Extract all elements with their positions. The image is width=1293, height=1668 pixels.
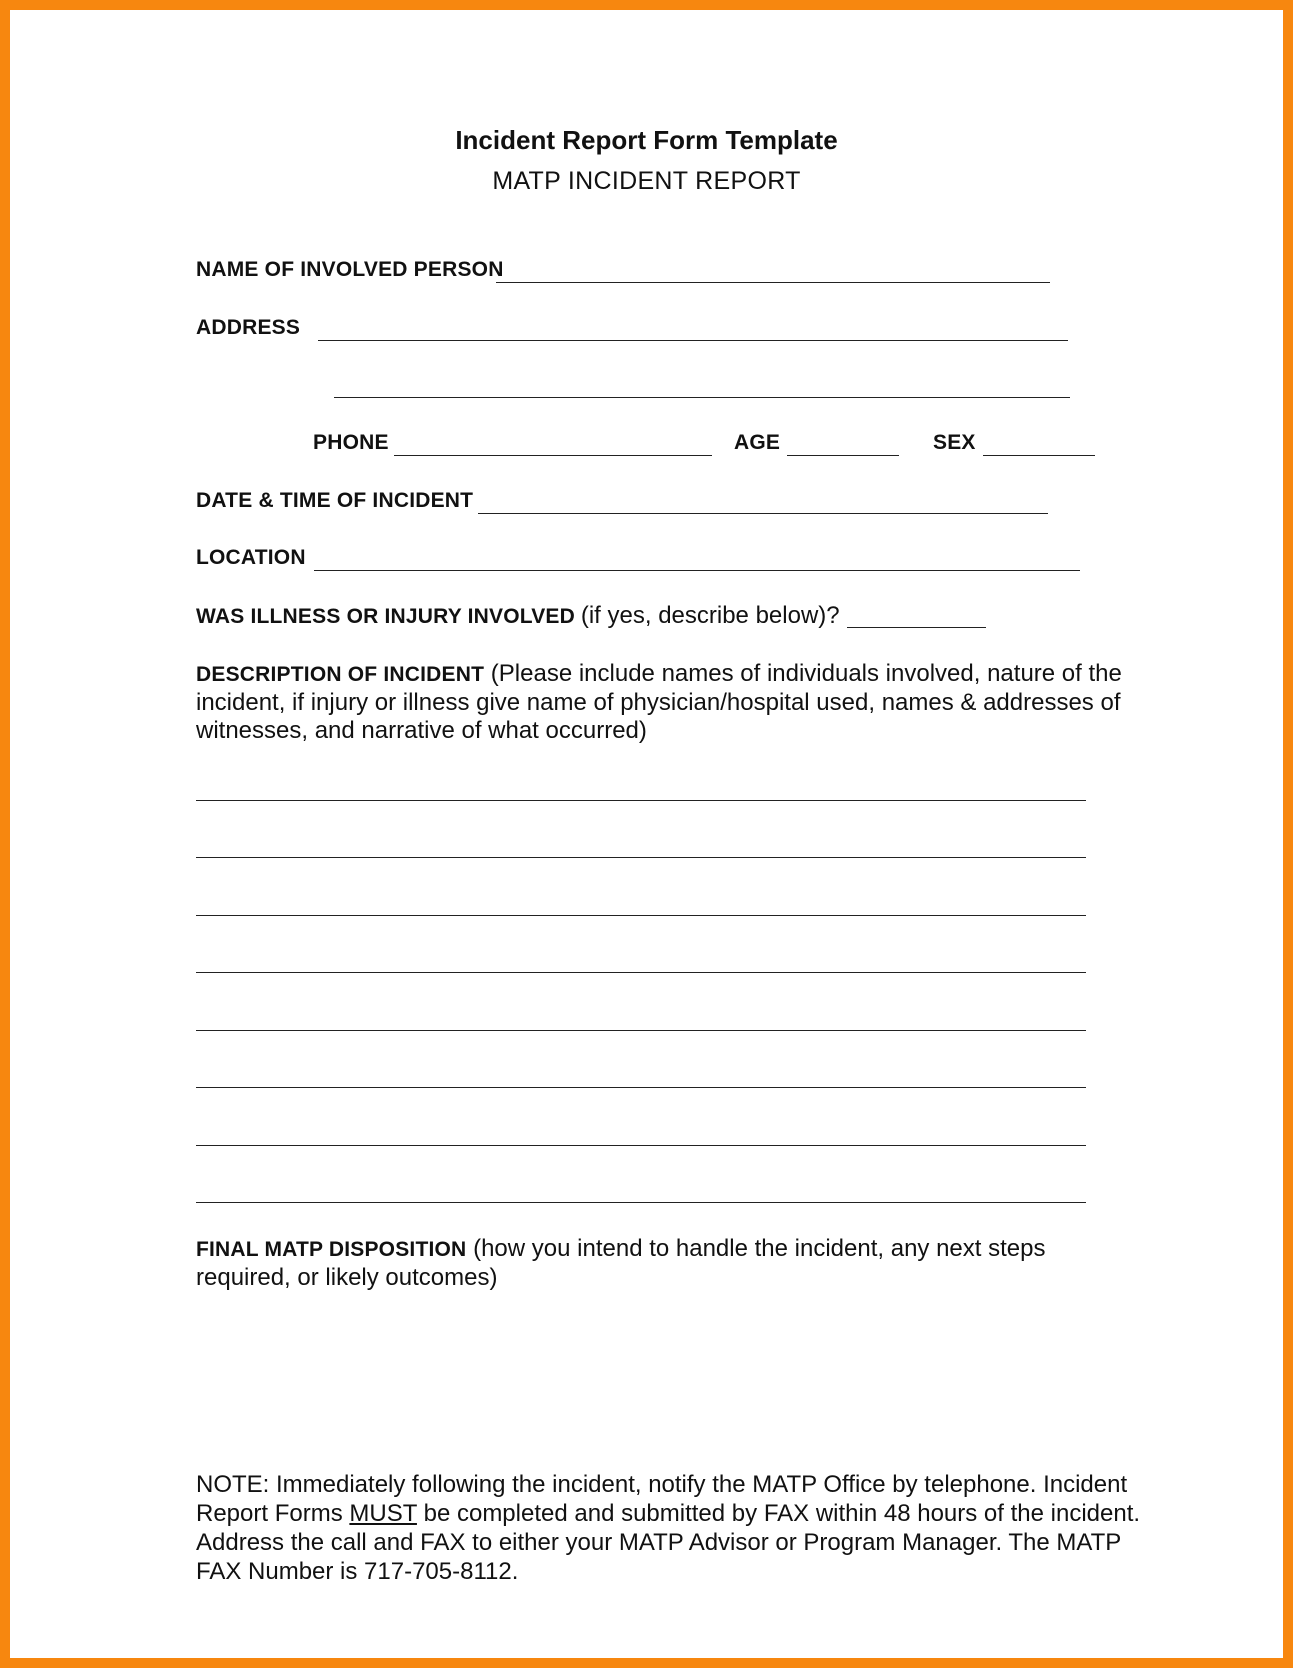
location-field-label: LOCATION: [196, 546, 306, 569]
sex-field-label: SEX: [933, 431, 976, 454]
address-input-line-1[interactable]: [318, 340, 1068, 341]
description-line-7[interactable]: [196, 1145, 1086, 1146]
description-line-1[interactable]: [196, 800, 1086, 801]
document-title: Incident Report Form Template: [455, 125, 838, 155]
illness-question: WAS ILLNESS OR INJURY INVOLVED (if yes, describe below)?: [196, 602, 840, 629]
age-input-line[interactable]: [787, 455, 899, 456]
description-line-3[interactable]: [196, 915, 1086, 916]
submission-note: NOTE: Immediately following the incident, notify the MATP Office by telephone. Incident Report Forms MUST be completed and submitted by FAX within 48 hours of the incident. Address the call and FAX to either your MATP Advisor or Program Manager. The MATP FAX Number is 717-705-8112.: [196, 1471, 1141, 1585]
description-instructions: (Please include names of individuals involved, nature of the incident, if injury or illness give name of physician/hospital used, names & addresses of witnesses, and narrative of what occurred): [196, 660, 1122, 744]
description-label: DESCRIPTION OF INCIDENT: [196, 663, 485, 686]
phone-input-line[interactable]: [394, 455, 712, 456]
disposition-section: [196, 1235, 1096, 1292]
description-line-5[interactable]: [196, 1030, 1086, 1031]
age-field-label: AGE: [734, 431, 781, 454]
name-field-label: NAME OF INVOLVED PERSON: [196, 258, 504, 281]
address-field-label: ADDRESS: [196, 316, 301, 339]
description-line-4[interactable]: [196, 972, 1086, 973]
must-emphasis: MUST: [349, 1500, 417, 1527]
location-input-line[interactable]: [314, 570, 1080, 571]
description-line-2[interactable]: [196, 857, 1086, 858]
phone-field-label: PHONE: [313, 431, 389, 454]
document-subtitle: MATP INCIDENT REPORT: [492, 167, 801, 195]
sex-input-line[interactable]: [983, 455, 1095, 456]
datetime-field-label: DATE & TIME OF INCIDENT: [196, 489, 474, 512]
illness-question-hint: (if yes, describe below)?: [580, 602, 840, 629]
datetime-input-line[interactable]: [478, 513, 1048, 514]
description-line-8[interactable]: [196, 1202, 1086, 1203]
name-input-line[interactable]: [496, 282, 1050, 283]
disposition-instructions: (how you intend to handle the incident, any next steps required, or likely outcomes): [196, 1235, 1046, 1291]
illness-input-line[interactable]: [847, 627, 986, 628]
address-input-line-2[interactable]: [334, 397, 1070, 398]
description-line-6[interactable]: [196, 1087, 1086, 1088]
description-section: [196, 660, 1156, 745]
disposition-label: FINAL MATP DISPOSITION: [196, 1238, 467, 1261]
